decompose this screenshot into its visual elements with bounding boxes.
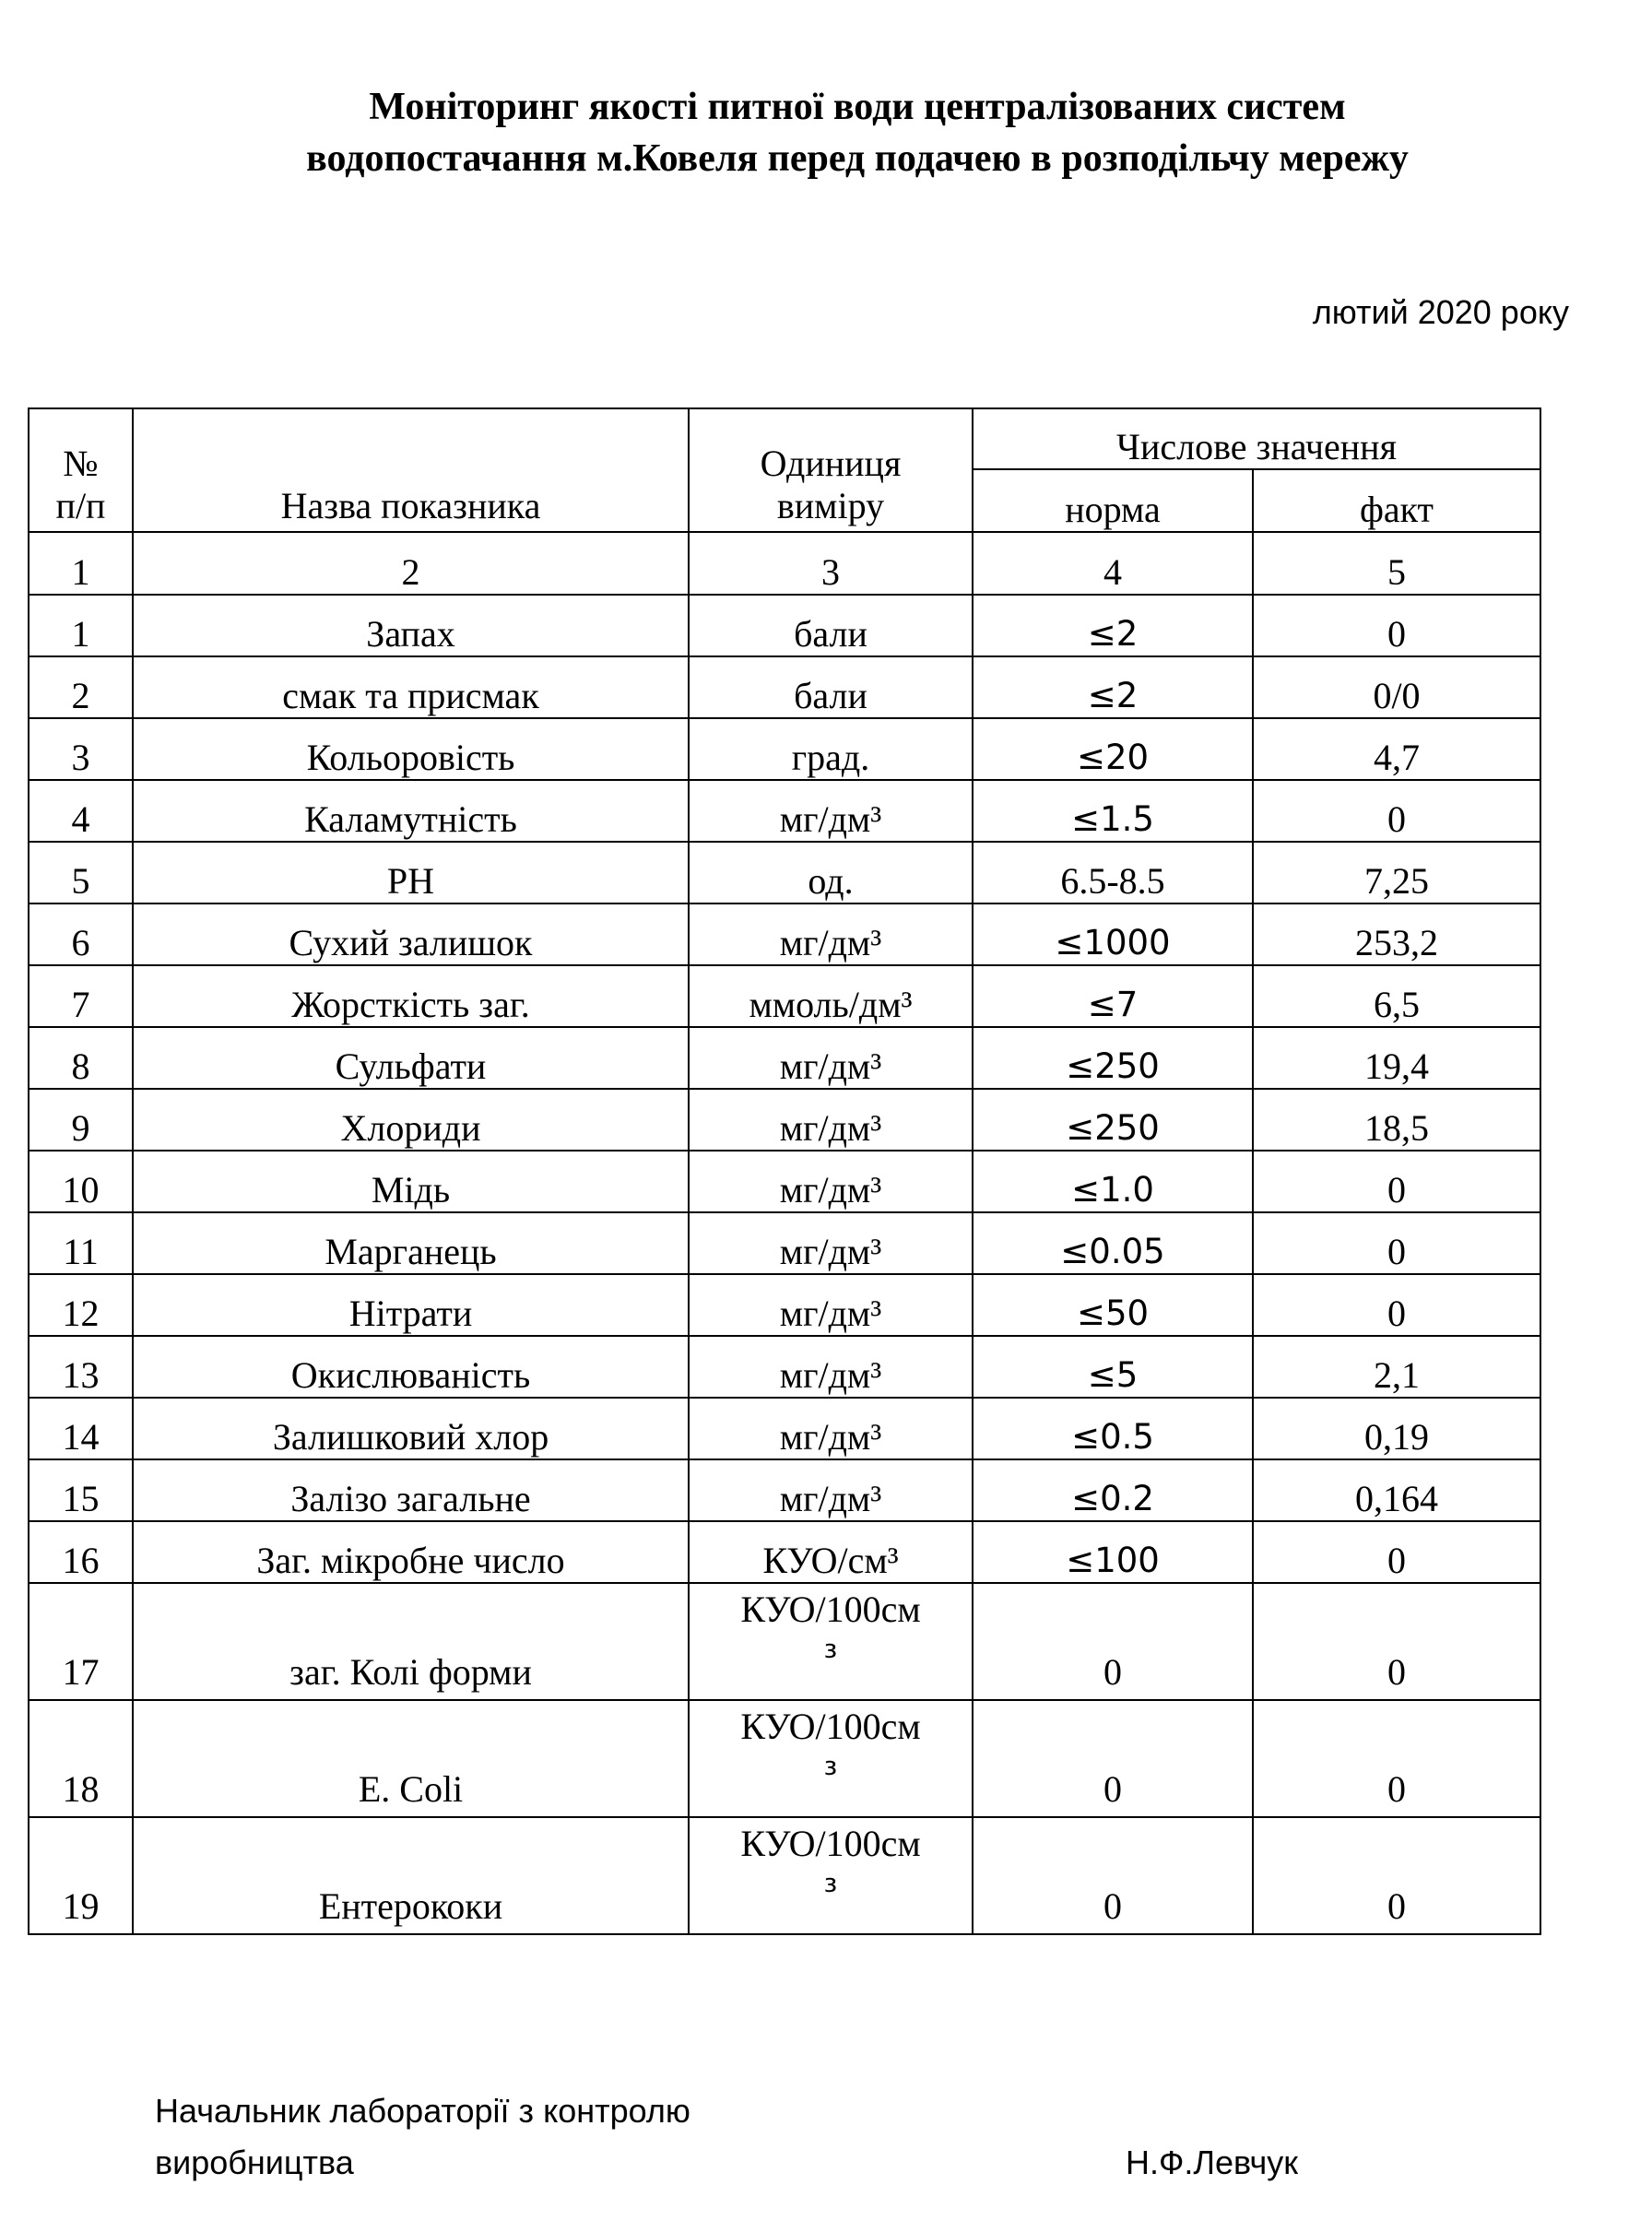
unit: мг/дм³ (689, 1398, 973, 1459)
table-row (29, 965, 1540, 1027)
indicator-name: Окислюваність (133, 1336, 689, 1398)
unit: бали (689, 656, 973, 718)
fact-value: 19,4 (1253, 1027, 1540, 1089)
fact-value: 6,5 (1253, 965, 1540, 1027)
table-row (29, 1089, 1540, 1151)
unit-line2: ³ (823, 1872, 838, 1911)
norm-value: ≤250 (973, 1089, 1253, 1151)
header-unit-line2: виміру (776, 485, 885, 526)
unit: мг/дм³ (689, 780, 973, 842)
indicator-name: Заг. мікробне число (133, 1521, 689, 1583)
fact-value: 0,19 (1253, 1398, 1540, 1459)
header-name: Назва показника (133, 408, 689, 532)
unit (689, 1583, 973, 1700)
unit-line1: КУО/100см (740, 1588, 921, 1630)
unit: мг/дм³ (689, 1151, 973, 1212)
unit: мг/дм³ (689, 903, 973, 965)
norm-value: ≤0.5 (973, 1398, 1253, 1459)
row-number: 7 (29, 965, 133, 1027)
fact-value: 0 (1253, 595, 1540, 656)
table-row (29, 1027, 1540, 1089)
unit: мг/дм³ (689, 1274, 973, 1336)
unit (689, 1700, 973, 1817)
position-line-1: Начальник лабораторії з контролю (155, 2092, 690, 2130)
unit: град. (689, 718, 973, 780)
document-title (0, 81, 1652, 184)
fact-value: 253,2 (1253, 903, 1540, 965)
header-number (29, 408, 133, 532)
indicator-name: Кольоровість (133, 718, 689, 780)
header-unit-line1: Одиниця (760, 443, 902, 484)
table-row (29, 1700, 1540, 1817)
unit: мг/дм³ (689, 1212, 973, 1274)
table-row (29, 1151, 1540, 1212)
col-number-1: 1 (29, 532, 133, 595)
fact-value: 0/0 (1253, 656, 1540, 718)
table-row (29, 1274, 1540, 1336)
fact-value: 2,1 (1253, 1336, 1540, 1398)
row-number: 4 (29, 780, 133, 842)
unit: мг/дм³ (689, 1027, 973, 1089)
signer-name: Н.Ф.Левчук (1126, 2143, 1299, 2181)
table-row (29, 595, 1540, 656)
unit-line2: ³ (823, 1637, 838, 1677)
fact-value: 0 (1253, 1274, 1540, 1336)
unit: мг/дм³ (689, 1336, 973, 1398)
indicator-name: Жорсткість заг. (133, 965, 689, 1027)
row-number: 2 (29, 656, 133, 718)
row-number: 12 (29, 1274, 133, 1336)
title-line-1: Моніторинг якості питної води централізованих систем (369, 86, 1346, 128)
title-line-2: водопостачання м.Ковеля перед подачею в розподільчу мережу (306, 137, 1409, 180)
fact-value: 0 (1253, 1700, 1540, 1817)
row-number: 15 (29, 1459, 133, 1521)
header-norm: норма (973, 469, 1253, 532)
unit-line1: КУО/100см (740, 1706, 921, 1747)
norm-value: 0 (973, 1817, 1253, 1934)
table-row (29, 780, 1540, 842)
indicator-name: Марганець (133, 1212, 689, 1274)
table-row (29, 1521, 1540, 1583)
unit-line2: ³ (823, 1754, 838, 1794)
norm-value: ≤2 (973, 595, 1253, 656)
table-row (29, 1336, 1540, 1398)
row-number: 10 (29, 1151, 133, 1212)
indicator-name: Нітрати (133, 1274, 689, 1336)
fact-value: 0 (1253, 1151, 1540, 1212)
indicator-name: Запах (133, 595, 689, 656)
col-number-5: 5 (1253, 532, 1540, 595)
fact-value: 0 (1253, 780, 1540, 842)
row-number: 5 (29, 842, 133, 903)
indicator-name: Ентерококи (133, 1817, 689, 1934)
unit: од. (689, 842, 973, 903)
row-number: 13 (29, 1336, 133, 1398)
col-number-2: 2 (133, 532, 689, 595)
unit: КУО/см³ (689, 1521, 973, 1583)
row-number: 17 (29, 1583, 133, 1700)
header-fact: факт (1253, 469, 1540, 532)
water-quality-table (28, 407, 1541, 1935)
fact-value: 7,25 (1253, 842, 1540, 903)
unit: бали (689, 595, 973, 656)
norm-value: 6.5-8.5 (973, 842, 1253, 903)
report-date: лютий 2020 року (1312, 293, 1569, 331)
fact-value: 0 (1253, 1817, 1540, 1934)
indicator-name: заг. Колі форми (133, 1583, 689, 1700)
indicator-name: Залізо загальне (133, 1459, 689, 1521)
norm-value: ≤2 (973, 656, 1253, 718)
fact-value: 0 (1253, 1583, 1540, 1700)
norm-value: ≤1.0 (973, 1151, 1253, 1212)
fact-value: 0 (1253, 1521, 1540, 1583)
fact-value: 4,7 (1253, 718, 1540, 780)
indicator-name: Залишковий хлор (133, 1398, 689, 1459)
row-number: 18 (29, 1700, 133, 1817)
indicator-name: Сульфати (133, 1027, 689, 1089)
indicator-name: Хлориди (133, 1089, 689, 1151)
row-number: 8 (29, 1027, 133, 1089)
unit: мг/дм³ (689, 1089, 973, 1151)
header-number-line2: п/п (55, 485, 106, 526)
norm-value: ≤0.2 (973, 1459, 1253, 1521)
table-row (29, 1212, 1540, 1274)
table-row (29, 718, 1540, 780)
indicator-name: РН (133, 842, 689, 903)
indicator-name: Сухий залишок (133, 903, 689, 965)
table-row (29, 1459, 1540, 1521)
norm-value: ≤20 (973, 718, 1253, 780)
fact-value: 0 (1253, 1212, 1540, 1274)
fact-value: 18,5 (1253, 1089, 1540, 1151)
norm-value: ≤1000 (973, 903, 1253, 965)
indicator-name: E. Coli (133, 1700, 689, 1817)
table-row (29, 903, 1540, 965)
norm-value: ≤250 (973, 1027, 1253, 1089)
row-number: 11 (29, 1212, 133, 1274)
row-number: 3 (29, 718, 133, 780)
row-number: 19 (29, 1817, 133, 1934)
unit-line1: КУО/100см (740, 1823, 921, 1864)
row-number: 9 (29, 1089, 133, 1151)
table-row (29, 656, 1540, 718)
col-number-3: 3 (689, 532, 973, 595)
unit: мг/дм³ (689, 1459, 973, 1521)
header-number-line1: № (63, 443, 99, 484)
indicator-name: Каламутність (133, 780, 689, 842)
position-line-2: виробництва (155, 2143, 354, 2181)
norm-value: ≤1.5 (973, 780, 1253, 842)
norm-value: 0 (973, 1700, 1253, 1817)
column-number-row (29, 532, 1540, 595)
row-number: 16 (29, 1521, 133, 1583)
norm-value: ≤5 (973, 1336, 1253, 1398)
norm-value: ≤100 (973, 1521, 1253, 1583)
table-row (29, 1817, 1540, 1934)
table-row (29, 842, 1540, 903)
unit (689, 1817, 973, 1934)
norm-value: ≤0.05 (973, 1212, 1253, 1274)
norm-value: ≤7 (973, 965, 1253, 1027)
row-number: 14 (29, 1398, 133, 1459)
table-row (29, 1398, 1540, 1459)
fact-value: 0,164 (1253, 1459, 1540, 1521)
signature-position (155, 2085, 690, 2189)
row-number: 1 (29, 595, 133, 656)
table-row (29, 1583, 1540, 1700)
col-number-4: 4 (973, 532, 1253, 595)
header-value-group: Числове значення (973, 408, 1540, 469)
header-unit (689, 408, 973, 532)
unit: ммоль/дм³ (689, 965, 973, 1027)
norm-value: ≤50 (973, 1274, 1253, 1336)
indicator-name: смак та присмак (133, 656, 689, 718)
row-number: 6 (29, 903, 133, 965)
norm-value: 0 (973, 1583, 1253, 1700)
indicator-name: Мідь (133, 1151, 689, 1212)
